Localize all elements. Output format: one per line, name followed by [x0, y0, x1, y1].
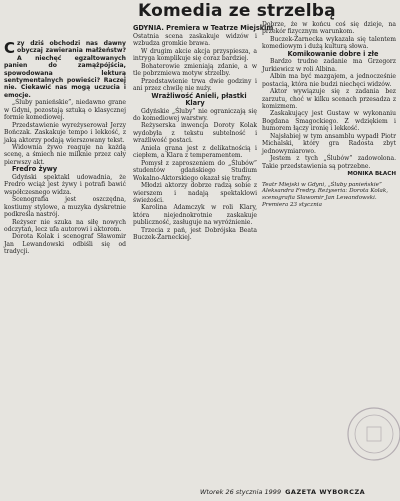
newspaper-name: GAZETA WYBORCZA — [285, 488, 366, 496]
paragraph: Widownia żywo reaguje na każdą scenę, a śmiech nie milknie przez cały pierwszy akt. — [4, 143, 126, 166]
paragraph: Aniela grana jest z delikatnością i ciepłem, a Klara z temperamentem. — [133, 144, 257, 160]
column-3 — [262, 21, 396, 209]
paragraph: Przedstawienie wyreżyserował Jerzy Bończak. Zaskakuje tempo i lekkość, z jaką aktorzy podają wierszowany tekst. — [4, 121, 126, 144]
paragraph: Gdyński spektakl udowadnia, że Fredro wciąż jest żywy i potrafi bawić współczesnego widza. — [4, 173, 126, 196]
paragraph: Najsłabiej w tym ansamblu wypadł Piotr Michalski, który gra Radosta zbyt jednowymiarowo. — [262, 132, 396, 155]
archive-stamp-icon — [345, 405, 400, 463]
column-2 — [133, 33, 257, 242]
article-author: MONIKA BŁACH — [347, 171, 396, 178]
paragraph: Ostatnia scena zaskakuje widzów i wzbudza gromkie brawa. — [133, 33, 257, 48]
paragraph: Reżyser nie szuka na siłę nowych odczytań, lecz ufa autorowi i aktorom. — [4, 218, 126, 233]
subheading: Wrażliwość Anieli, płastki Klary — [151, 91, 247, 108]
paragraph: Bardzo trudne zadanie ma Grzegorz Jurkiewicz w roli Albina. — [262, 58, 396, 73]
page-footer — [200, 488, 365, 496]
article-kicker: GDYNIA. Premiera w Teatrze Miejskim — [133, 24, 274, 32]
article-headline: Komedia ze strzelbą — [138, 1, 336, 21]
subheading: Komikowanie dobre i złe — [287, 49, 379, 58]
column-1 — [4, 40, 126, 256]
lead-text: zy dziś obchodzi nas dawny obyczaj zawierania małżeństw? A niechęć egzaltowanych panien do zamążpójścia, spowodowana lekturą sentymentalnych powieści? Raczej nie. Ciekawić nas mogą uczucia i emocje. — [4, 40, 126, 99]
paragraph: Karolina Adamczyk w roli Klary, która niejednokrotnie zaskakuje publiczność, zasługuje na wyróżnienie. — [133, 204, 257, 227]
subheading: Fredro żywy — [12, 165, 58, 174]
drop-cap: C — [4, 39, 16, 57]
paragraph: Jestem z tych „Ślubów” zadowolona. Takie przedstawienia są potrzebne. — [262, 155, 396, 170]
paragraph: Dobrze, że w końcu coś się dzieje, na przekór fizycznym warunkom. — [262, 21, 396, 36]
paragraph: „Śluby panieńskie”, niedawno grane w Gdyni, pozostają sztuką o klasycznej formie komediowej. — [4, 99, 126, 122]
paragraph: Dorota Kolak i scenograf Sławomir Jan Lewandowski odbiśli się od tradycji. — [4, 233, 126, 256]
paragraph: Zaskakujący jest Gustaw w wykonaniu Bogdana Smagockiego. Z wdziękiem i humorem łączy ironię i lekkość. — [262, 110, 396, 133]
paragraph: Buczek-Żarnecka wykazała się talentem komediowym i dużą kulturą słowa. — [262, 35, 396, 51]
paragraph: W drugim akcie akcja przyspiesza, a intryga komplikuje się coraz bardziej. — [133, 47, 257, 63]
paragraph: Scenografia jest oszczędna, kostiumy stylowe, a muzyka dyskretnie podkreśla nastrój. — [4, 196, 126, 219]
paragraph: Pomysł z zaproszeniem do „Ślubów” studentów gdańskiego Studium Wokalno-Aktorskiego okazał się trafny. — [133, 159, 257, 182]
paragraph: Albin ma być mazgajem, a jednocześnie postacią, która nie budzi niechęci widzów. — [262, 73, 396, 88]
paragraph: Przedstawienie trwa dwie godziny i ani przez chwilę nie nuży. — [133, 77, 257, 93]
paragraph: Młodzi aktorzy dobrze radzą sobie z wierszem i nadają spektaklowi świeżości. — [133, 182, 257, 204]
article-lead — [4, 40, 126, 99]
paragraph: Bohaterowie zmieniają zdanie, a w tle pobrzmiewa motyw strzelby. — [133, 62, 257, 78]
paragraph: Trzecia z pań, jest Dobrójska Beata Buczek-Żarneckiej. — [133, 226, 257, 242]
issue-date: Wtorek 26 stycznia 1999 — [200, 488, 282, 496]
production-credits: Teatr Miejski w Gdyni, „Śluby panieńskie” Aleksandra Fredry. Reżyseria: Dorota Kolak, scenografia Sławomir Jan Lewandowski. Premiera 23 stycznia — [262, 181, 389, 208]
paragraph: Gdyńskie „Śluby” nie ograniczają się do komediowej warstwy. — [133, 107, 257, 122]
paragraph: Reżyserska inwencja Doroty Kolak wydobyła z tekstu subtelność i wrażliwość postaci. — [133, 122, 257, 145]
paragraph: Aktor wywiązuje się z zadania bez zarzutu, choć w kilku scenach przesadza z komizmem. — [262, 88, 396, 110]
